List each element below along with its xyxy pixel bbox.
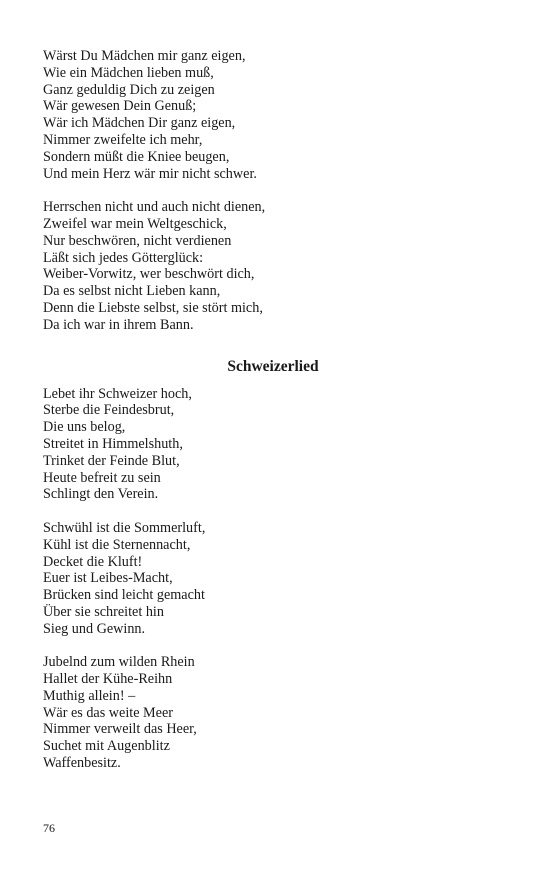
verse-line: Wie ein Mädchen lieben muß, [43, 64, 214, 81]
poem-schweizerlied [43, 358, 503, 772]
verse-line: Trinket der Feinde Blut, [43, 452, 180, 469]
verse-line: Da es selbst nicht Lieben kann, [43, 283, 221, 300]
verse-line: Ganz geduldig Dich zu zeigen [43, 81, 215, 98]
verse-line: Waffenbesitz. [43, 755, 121, 772]
page-number: 76 [43, 821, 55, 835]
verse-line: Sieg und Gewinn. [43, 620, 146, 637]
stanza [43, 654, 503, 772]
verse-line: Lebet ihr Schweizer hoch, [43, 385, 192, 402]
verse-line: Euer ist Leibes-Macht, [43, 570, 173, 587]
page-content [43, 48, 503, 772]
verse-line: Schlingt den Verein. [43, 486, 159, 503]
verse-line: Nur beschwören, nicht verdienen [43, 232, 232, 249]
verse-line: Kühl ist die Sternennacht, [43, 536, 191, 553]
verse-line: Wär es das weite Meer [43, 704, 173, 721]
stanza [43, 520, 503, 638]
verse-line: Weiber-Vorwitz, wer beschwört dich, [43, 266, 255, 283]
verse-line: Herrschen nicht und auch nicht dienen, [43, 199, 266, 216]
verse-line: Heute befreit zu sein [43, 469, 161, 486]
verse-line: Zweifel war mein Weltgeschick, [43, 215, 227, 232]
verse-line: Hallet der Kühe-Reihn [43, 671, 173, 688]
verse-line: Denn die Liebste selbst, sie stört mich, [43, 299, 263, 316]
verse-line: Muthig allein! – [43, 687, 136, 704]
verse-line: Decket die Kluft! [43, 553, 143, 570]
verse-line: Wärst Du Mädchen mir ganz eigen, [43, 48, 246, 64]
stanza [43, 48, 503, 182]
verse-line: Sondern müßt die Kniee beugen, [43, 148, 230, 165]
verse-line: Jubelnd zum wilden Rhein [43, 654, 195, 671]
verse-line: Schwühl ist die Sommerluft, [43, 519, 206, 536]
verse-line: Über sie schreitet hin [43, 603, 164, 620]
poem-title: Schweizerlied [227, 357, 319, 375]
poem-continued [43, 48, 503, 334]
stanza [43, 199, 503, 333]
verse-line: Läßt sich jedes Götterglück: [43, 249, 204, 266]
verse-line: Da ich war in ihrem Bann. [43, 316, 194, 333]
verse-line: Wär ich Mädchen Dir ganz eigen, [43, 115, 236, 132]
verse-line: Wär gewesen Dein Genuß; [43, 98, 197, 115]
verse-line: Suchet mit Augenblitz [43, 738, 170, 755]
verse-line: Nimmer verweilt das Heer, [43, 721, 197, 738]
verse-line: Streitet in Himmelshuth, [43, 435, 183, 452]
stanza [43, 386, 503, 504]
verse-line: Nimmer zweifelte ich mehr, [43, 131, 203, 148]
verse-line: Und mein Herz wär mir nicht schwer. [43, 165, 257, 182]
verse-line: Die uns belog, [43, 419, 126, 436]
verse-line: Sterbe die Feindesbrut, [43, 402, 175, 419]
verse-line: Brücken sind leicht gemacht [43, 587, 205, 604]
